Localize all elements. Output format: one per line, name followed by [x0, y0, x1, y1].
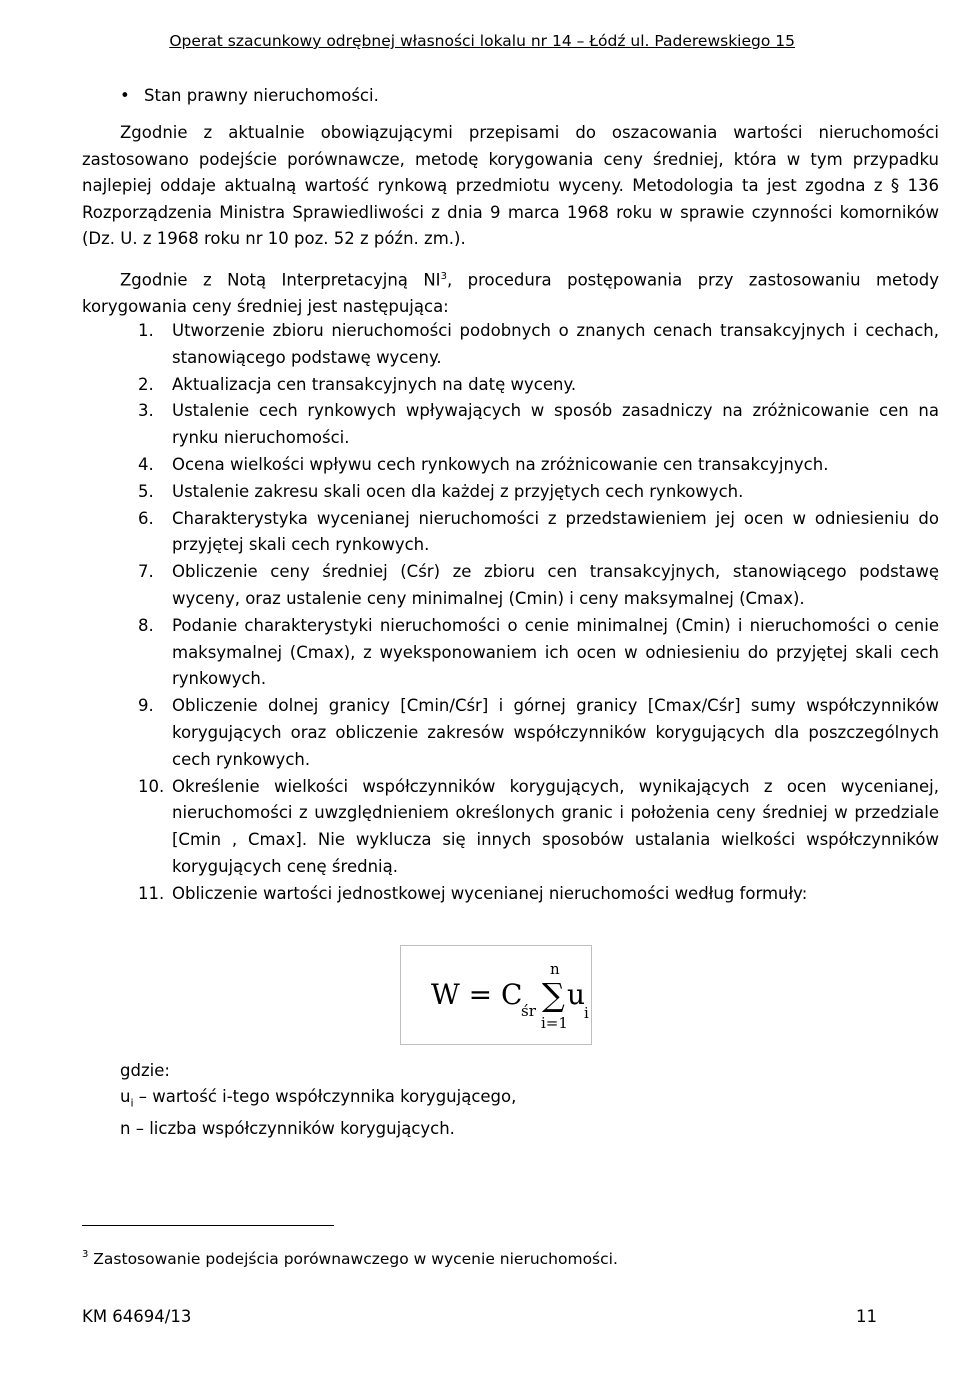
list-item: 6. Charakterystyka wycenianej nieruchomości z przedstawieniem jej ocen w odniesieniu do przyjętej skali cech rynkowych.	[138, 508, 939, 555]
formula-u: u	[567, 978, 586, 1011]
section-heading	[120, 86, 379, 105]
list-item: 2. Aktualizacja cen transakcyjnych na datę wyceny.	[138, 374, 577, 394]
list-item: 11. Obliczenie wartości jednostkowej wycenianej nieruchomości według formuły:	[138, 883, 808, 903]
footnote-text: Zastosowanie podejścia porównawczego w wycenie nieruchomości.	[88, 1250, 618, 1268]
formula-c-subscript: śr	[521, 1002, 536, 1020]
formula-upper-limit: n	[550, 960, 560, 978]
footnote-reference: 3	[440, 271, 447, 282]
list-item: 1. Utworzenie zbioru nieruchomości podobnych o znanych cenach transakcyjnych i cechach, stanowiącego podstawę wyceny.	[138, 321, 939, 367]
sigma-icon: ∑	[542, 976, 565, 1014]
formula-u-subscript: i	[584, 1004, 589, 1022]
procedure-list	[82, 318, 939, 908]
paragraph-methodology	[82, 120, 939, 253]
page-number: 11	[856, 1307, 877, 1326]
list-item: 7. Obliczenie ceny średniej (Cśr) ze zbioru cen transakcyjnych, stanowiącego podstawę wyceny, oraz ustalenie ceny minimalnej (Cmin) i ceny maksymalnej (Cmax).	[138, 562, 939, 608]
list-item: 9. Obliczenie dolnej granicy [Cmin/Cśr] i górnej granicy [Cmax/Cśr] sumy współczynników korygujących oraz obliczenie zakresów współczynników korygujących dla poszczególnych cech rynkowych.	[138, 696, 939, 769]
list-item: 4. Ocena wielkości wpływu cech rynkowych na zróżnicowanie cen transakcyjnych.	[138, 454, 829, 474]
valuation-formula	[400, 945, 592, 1045]
footnote	[82, 1249, 618, 1268]
paragraph-procedure-intro: Zgodnie z Notą Interpretacyjną $NI^3$, procedura postępowania przy zastosowaniu metody korygowania ceny średniej jest następująca:	[82, 270, 939, 316]
footnote-marker: 3	[82, 1249, 89, 1260]
bullet-icon: •	[120, 86, 130, 105]
list-item: 3. Ustalenie cech rynkowych wpływających w sposób zasadniczy na zróżnicowanie cen na rynku nieruchomości.	[138, 401, 939, 448]
definition-u: $u_i$ – wartość i-tego współczynnika korygującego,	[120, 1087, 517, 1110]
page-header: Operat szacunkowy odrębnej własności lokalu nr 14 – Łódź ul. Paderewskiego 15	[169, 32, 795, 50]
definitions-heading: gdzie:	[120, 1061, 170, 1080]
formula-definitions	[120, 1058, 516, 1142]
footer-reference: KM 64694/13	[82, 1307, 192, 1326]
footnote-divider	[82, 1225, 334, 1226]
formula-lower-limit: i=1	[541, 1014, 568, 1032]
list-item: 8. Podanie charakterystyki nieruchomości o cenie minimalnej (Cmin) i nieruchomości o cenie maksymalnej (Cmax), z wyeksponowaniem ich ocen w odniesieniu do przyjętej skali cech rynkowych.	[138, 615, 939, 689]
section-title: Stan prawny nieruchomości.	[144, 86, 379, 105]
list-item: 10. Określenie wielkości współczynników korygujących, wynikających z ocen wycenianej, nieruchomości z uwzględnieniem określonych granic i położenia ceny średniej w przedziale [Cmin , Cmax]. Nie wyklucza się innych sposobów ustalania wielkości współczynników korygujących cenę średnią.	[138, 776, 939, 876]
formula-lhs: W = C	[431, 978, 523, 1011]
definition-n: n – liczba współczynników korygujących.	[120, 1119, 455, 1139]
paragraph-methodology-text: Zgodnie z aktualnie obowiązującymi przepisami do oszacowania wartości nieruchomości zastosowano podejście porównawcze, metodę korygowania ceny średniej, która w tym przypadku najlepiej oddaje aktualną wartość rynkową przedmiotu wyceny. Metodologia ta jest zgodna z § 136 Rozporządzenia Ministra Sprawiedliwości z dnia 9 marca 1968 roku w sprawie czynności komorników (Dz. U. z 1968 roku nr 10 poz. 52 z późn. zm.).	[82, 123, 939, 248]
list-item: 5. Ustalenie zakresu skali ocen dla każdej z przyjętych cech rynkowych.	[138, 481, 744, 501]
